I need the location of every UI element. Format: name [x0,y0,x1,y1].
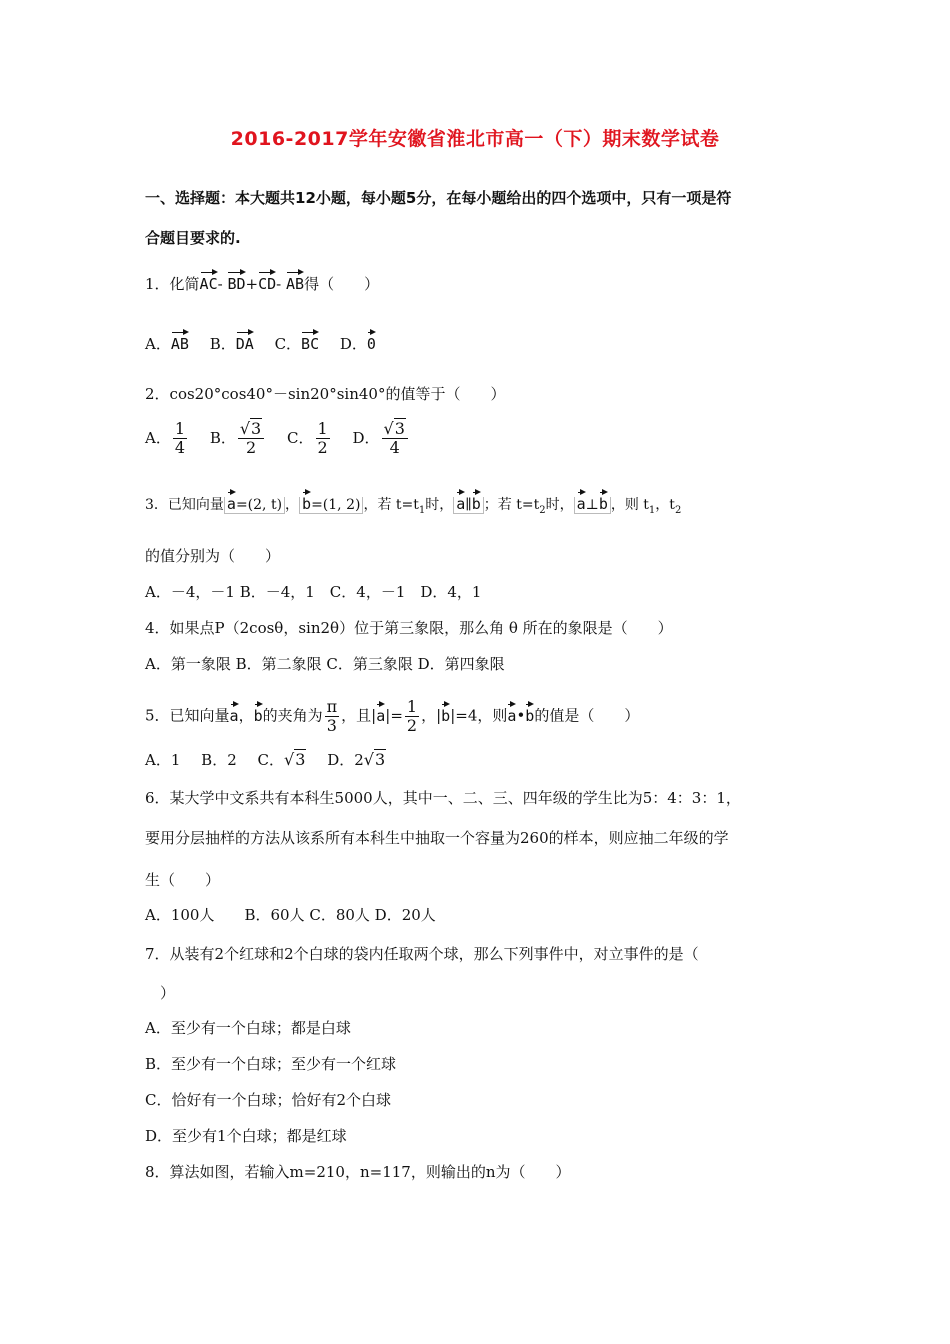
q3-vector-a-value: =(2, t) [235,497,283,513]
question-4-options: A．第一象限 B．第二象限 C．第三象限 D．第四象限 [145,655,505,673]
q3-par-a: a [456,490,465,512]
question-6-line1: 6．某大学中文系共有本科生5000人，其中一、二、三、四年级的学生比为5：4：3：1， [145,789,741,807]
question-7-option-d: D．至少有1个白球；都是红球 [145,1127,347,1145]
q5-c-label: C． [257,751,285,769]
question-1-stem [145,270,379,294]
q5-prefix: 5．已知向量 [145,706,230,725]
q1-option-d [340,335,376,353]
q5-d-coef: 2 [354,751,364,769]
q3-prefix: 3．已知向量 [145,497,224,513]
sqrt-icon: √3 [239,419,262,438]
q5-half-den: 2 [406,716,418,735]
question-7-option-c: C．恰好有一个白球；恰好有2个白球 [145,1091,392,1109]
q2-a-fraction [173,420,187,457]
q5-option-d [327,751,386,769]
vector-bd: BD [227,270,245,292]
q1-c-vector: BC [301,330,319,352]
q5-suffix: 的值是（ ） [534,706,640,725]
q3-sub-3: 1 [648,504,656,516]
q1-minus-2: - [276,275,282,293]
question-1-options [145,330,392,354]
q3-vector-b: b [302,490,311,512]
question-6-options: A．100人 B．60人 C．80人 D．20人 [145,906,436,924]
q3-sep: ， [285,497,300,513]
q1-suffix: 得（ ） [304,275,380,293]
q5-abs-a: a [376,702,385,724]
q5-vector-b: b [254,702,263,724]
q5-angle-fraction [325,698,340,735]
vector-ac: AC [200,270,218,292]
q2-c-label: C． [287,428,314,447]
q2-option-a [145,419,189,457]
question-3-line2: 的值分别为（ ） [145,547,281,565]
q3-perp-a: a [577,490,586,512]
q5-dot-b: b [525,702,534,724]
q5-angle-den: 3 [326,716,337,735]
q2-d-label: D． [352,428,380,447]
section-heading-line1: 一、选择题：本大题共12小题，每小题5分，在每小题给出的四个选项中，只有一项是符 [145,189,732,207]
question-7-line2: ） [160,984,176,1002]
q3-vector-b-value: =(1, 2) [311,497,361,513]
q1-minus-1: - [217,275,223,293]
question-4-stem: 4．如果点P（2cosθ，sin2θ）位于第三象限，那么角 θ 所在的象限是（ ） [145,619,673,637]
q5-d-radicand: 3 [374,750,386,769]
sqrt-icon: √3 [383,419,405,438]
q5-and: ，且 [341,706,372,725]
q2-a-num: 1 [174,419,186,438]
q5-half-fraction [405,698,419,735]
vector-cd: CD [258,270,276,292]
q2-b-num [238,420,264,439]
vector-ab: AB [286,270,304,292]
q5-half-num: 1 [406,697,418,716]
q2-d-num [382,420,408,439]
q2-b-den: 2 [245,438,257,457]
q3-perpendicular [574,497,611,514]
q5-angle-text: 的夹角为 [262,706,323,725]
q5-then: ，则 [477,706,508,725]
q1-b-vector: DA [236,330,254,352]
q5-option-b: B．2 [201,751,237,769]
q3-text-3: ；若 t=t [483,497,540,513]
q3-perp-b: b [599,490,608,512]
q5-comma2: ， [421,706,437,725]
q1-a-vector: AB [171,330,189,352]
sqrt-icon: √3 [363,750,386,769]
q1-a-label: A． [145,335,171,353]
q1-d-label: D． [339,335,367,353]
q2-d-fraction [382,420,408,457]
q3-text-1: ，若 t=t [363,497,419,513]
q3-sub-4: 2 [674,504,682,516]
question-3-stem [145,490,681,521]
perpendicular-icon: ⊥ [585,497,599,513]
q5-d-label: D． [327,751,355,769]
question-7-line1: 7．从装有2个红球和2个白球的袋内任取两个球，那么下列事件中，对立事件的是（ [145,945,699,963]
question-5-options [145,750,402,770]
section-heading-line2: 合题目要求的. [145,229,241,247]
q1-b-label: B． [209,335,236,353]
q5-eq1: = [390,706,403,725]
q2-b-fraction [238,420,264,457]
question-7-option-b: B．至少有一个白球；至少有一个红球 [145,1055,397,1073]
q5-c-radicand: 3 [295,750,306,769]
q1-d-vector: 0 [367,330,376,352]
q2-c-den: 2 [317,438,328,457]
q5-comma: ， [238,706,254,725]
q3-text-2: 时， [425,497,454,513]
question-7-option-a: A．至少有一个白球；都是白球 [145,1019,351,1037]
sqrt-icon: √3 [284,750,306,769]
q5-option-a: A．1 [145,751,181,769]
q3-text-4: 时， [545,497,574,513]
exam-title: 2016-2017学年安徽省淮北市高一（下）期末数学试卷 [230,128,720,150]
q2-d-den: 4 [389,438,400,457]
q3-sub-1: 1 [418,504,426,516]
q3-text-6: ，t [655,497,675,513]
question-2-stem: 2．cos20°cos40°－sin20°sin40°的值等于（ ） [145,385,506,403]
question-8-stem: 8．算法如图，若输入m=210，n=117，则输出的n为（ ） [145,1163,571,1181]
q2-option-d [352,419,409,457]
q2-option-c [287,419,332,457]
q3-vector-a-def [224,497,285,514]
q2-a-den: 4 [174,438,186,457]
q2-c-fraction [316,420,330,457]
q1-plus: + [245,275,259,293]
question-2-options [145,420,426,457]
q5-angle-num: π [326,697,338,716]
q2-option-b [209,419,266,457]
q2-a-label: A． [145,428,171,447]
parallel-icon: ∥ [465,497,472,513]
dot-product-icon: • [516,706,526,725]
q5-abs-b: b [441,702,450,724]
q2-b-radicand: 3 [251,419,262,438]
q3-vector-a: a [227,490,236,512]
q1-option-b [210,335,254,353]
q5-dot-a: a [507,702,516,724]
question-3-options: A．－4，－1 B．－4，1 C．4，－1 D．4，1 [145,583,482,601]
q3-vector-b-def [299,497,363,514]
q2-b-label: B． [209,428,236,447]
q1-option-c [275,335,320,353]
q5-vector-a: a [230,702,239,724]
q2-c-num: 1 [317,419,328,438]
question-6-line3: 生（ ） [145,871,221,889]
q3-par-b: b [472,490,481,512]
question-5-stem: 5．已知向量a，b的夹角为 $\frac{\pi}{3}$ ，且|a|= $\frac{1}{2}$ ，|b|=4，则a•b的值是（ ） [145,697,640,735]
q1-prefix: 1．化简 [145,275,200,293]
q3-text-5: ，则 t [610,497,649,513]
q3-sub-2: 2 [539,504,546,516]
q5-option-c [258,751,307,769]
q2-d-radicand: 3 [394,419,405,438]
question-6-line2: 要用分层抽样的方法从该系所有本科生中抽取一个容量为260的样本，则应抽二年级的学 [145,829,729,847]
q1-c-label: C． [274,335,302,353]
q3-parallel [453,497,484,514]
q5-eq2: =4 [455,706,478,725]
q1-option-a [145,335,189,353]
